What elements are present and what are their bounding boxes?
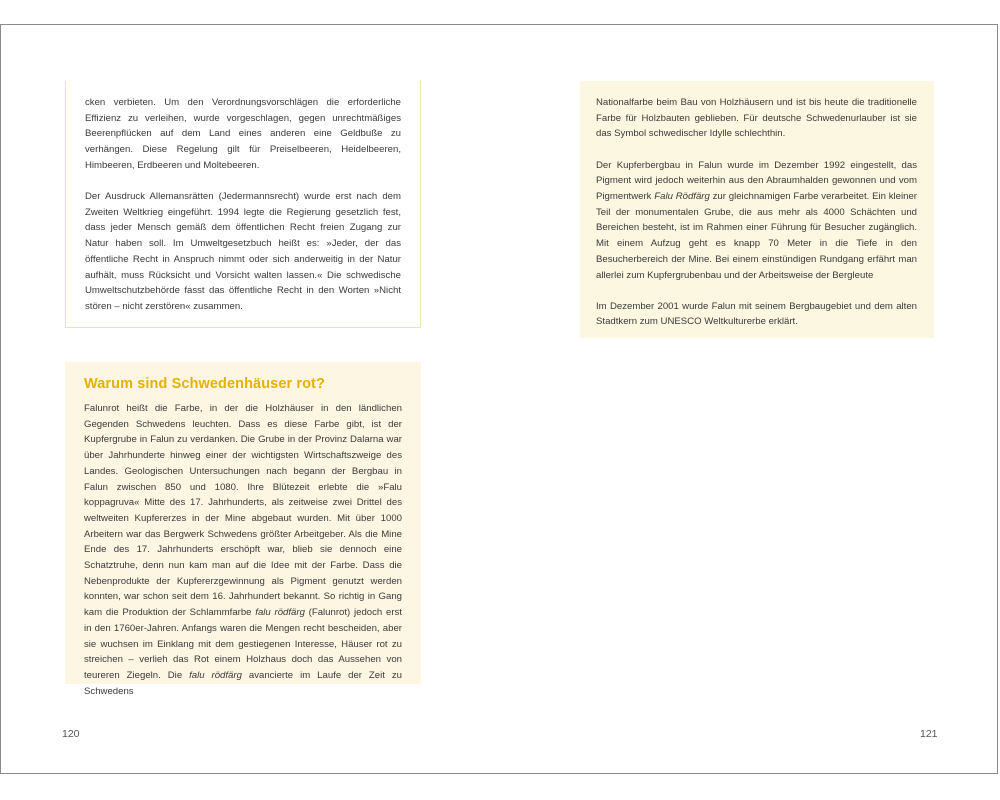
page-number-left: 120 xyxy=(62,728,80,740)
text-box-falun-continued xyxy=(580,81,934,338)
paragraph: cken verbieten. Um den Verordnungsvorschlägen die erforderliche Effizienz zu verleihen, wurde vorgeschlagen, gegen unrechtmäßiges Beerenpflücken auf dem Land eines anderen eine Geldbuße zu verhängen. Diese Regelung gilt für Preiselbeeren, Heidelbeeren, Himbeeren, Erdbeeren und Moltebeeren. xyxy=(85,97,401,171)
info-box-heading: Warum sind Schwedenhäuser rot? xyxy=(84,376,325,392)
text-run: Der Kupferbergbau in Falun wurde im Dezember 1992 eingestellt, das Pigment wird jedoch weiterhin aus den Abraumhalden gewonnen und vom Pigmentwerk xyxy=(596,159,917,203)
paragraph xyxy=(596,158,917,284)
italic-term: Falu Rödfärg xyxy=(654,191,710,203)
text-run: Falunrot heißt die Farbe, in der die Holzhäuser in den ländlichen Gegenden Schwedens leuchten. Dass es diese Farbe gibt, ist der Kupfergrube in Falun zu verdanken. Die Grube in der Provinz Dalarna war über Jahrhunderte hinweg einer der wichtigsten Wirtschaftszweige des Landes. Geologischen Untersuchungen nach begann der Bergbau in Falun zwischen 850 und 1080. Ihre Blütezeit erlebte die »Falu koppagruva« Mitte des 17. Jahrhunderts, als zeitweise zwei Drittel des weltweiten Kupfererzes in der Mine abgebaut wurden. Mit über 1000 Arbeitern war das Bergwerk Schwedens größter Arbeitgeber. Als die Mine Ende des 17. Jahrhunderts erschöpft war, blieb sie dennoch eine Schatztruhe, denn nun kam man auf die Idee mit der Farbe. Dass die Nebenprodukte der Kupfererzgewinnung als Pigment genutzt werden konnten, war schon seit dem 16. Jahrhundert bekannt. So richtig in Gang kam die Produktion der Schlammfarbe xyxy=(84,403,402,619)
info-box-schwedenhaeuser xyxy=(65,362,421,697)
text-box-allemansratt xyxy=(65,81,421,328)
paragraph: Der Ausdruck Allemansrätten (Jedermannsrecht) wurde erst nach dem Zweiten Weltkrieg eingeführt. 1994 legte die Regierung gesetzlich fest, dass jeder Mensch gemäß dem öffentlichen Recht freien Zugang zur Natur haben soll. Im Umweltgesetzbuch heißt es: »Jeder, der das öffentliche Recht in Anspruch nimmt oder sich anderweitig in der Natur aufhält, muss Rücksicht und Vorsicht walten lassen.« Die schwedische Umweltschutzbehörde fasst das öffentliche Recht in den Worten »Nicht stören – nicht zerstören« zusammen. xyxy=(85,191,401,312)
text-run: (Falunrot) jedoch erst in den 1760er-Jahren. Anfangs waren die Mengen recht bescheiden, aber sie wuchsen im Einklang mit dem gestiegenen Interesse, Häuser rot zu streichen – verlieh das Rot einem Holzhaus doch das Aussehen von teureren Ziegeln. Die xyxy=(84,607,403,681)
text-run: avancierte im Laufe der Zeit zu Schwedens xyxy=(84,669,402,697)
paragraph: Im Dezember 2001 wurde Falun mit seinem Bergbaugebiet und dem alten Stadtkern zum UNESCO Weltkulturerbe erklärt. xyxy=(596,300,917,328)
page-number-right: 121 xyxy=(920,728,938,740)
paragraph: Nationalfarbe beim Bau von Holzhäusern und ist bis heute die traditionelle Farbe für Holzbauten geblieben. Für deutsche Schwedenurlauber ist sie das Symbol schwedischer Idylle schlechthin. xyxy=(596,97,917,140)
italic-term: falu rödfärg xyxy=(255,607,305,619)
text-run: zur gleichnamigen Farbe verarbeitet. Ein kleiner Teil der monumentalen Grube, die aus mehr als 4000 Schächten und Bereichen besteht, ist im Rahmen einer Führung für Besucher zugänglich. Mit einem Aufzug geht es knapp 70 Meter in die Tiefe in den Besucherbereich der Mine. Bei einem einstündigen Rundgang erfährt man allerlei zum Kupfergrubenbau und der Arbeitsweise der Bergleute xyxy=(596,191,917,281)
paragraph xyxy=(84,401,402,699)
italic-term: falu rödfärg xyxy=(189,669,242,681)
